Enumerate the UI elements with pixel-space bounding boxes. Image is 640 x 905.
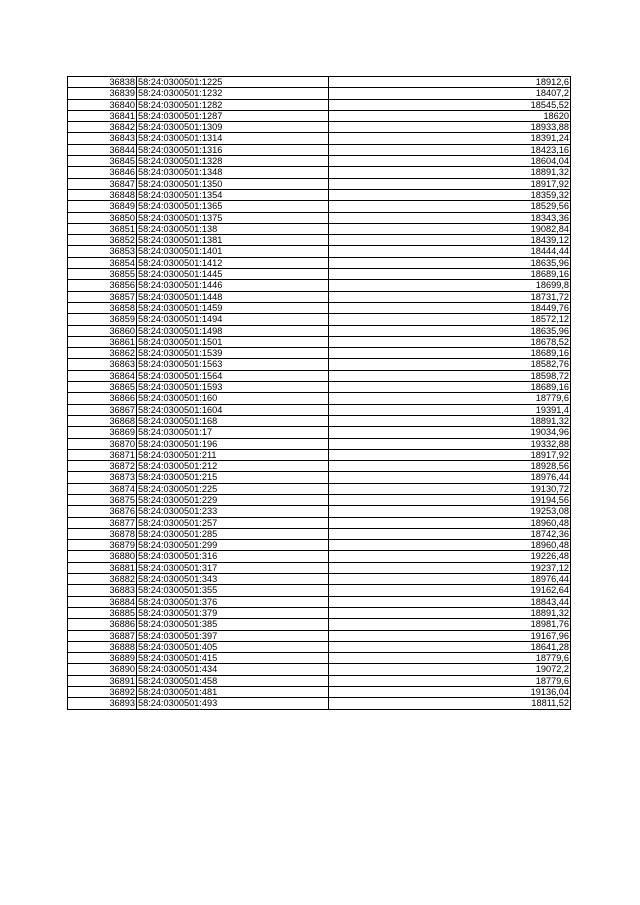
row-number-cell: 36876	[68, 506, 137, 517]
row-number-cell: 36851	[68, 223, 137, 234]
cadastral-number-cell: 58:24:0300501:1498	[137, 325, 329, 336]
table-row	[68, 370, 571, 381]
table-row	[68, 664, 571, 675]
value-cell: 19162,64	[329, 585, 571, 596]
row-number-cell: 36888	[68, 641, 137, 652]
table-row	[68, 359, 571, 370]
cadastral-number-cell: 58:24:0300501:229	[137, 494, 329, 505]
value-cell: 19136,04	[329, 687, 571, 698]
value-cell: 18981,76	[329, 619, 571, 630]
row-number-cell: 36860	[68, 325, 137, 336]
cadastral-number-cell: 58:24:0300501:211	[137, 449, 329, 460]
value-cell: 19237,12	[329, 562, 571, 573]
cadastral-number-cell: 58:24:0300501:317	[137, 562, 329, 573]
cadastral-number-cell: 58:24:0300501:168	[137, 415, 329, 426]
value-cell: 18449,76	[329, 302, 571, 313]
table-row	[68, 88, 571, 99]
cadastral-number-cell: 58:24:0300501:299	[137, 540, 329, 551]
table-row	[68, 291, 571, 302]
row-number-cell: 36879	[68, 540, 137, 551]
table-row	[68, 167, 571, 178]
value-cell: 18960,48	[329, 517, 571, 528]
row-number-cell: 36868	[68, 415, 137, 426]
cadastral-number-cell: 58:24:0300501:212	[137, 461, 329, 472]
row-number-cell: 36885	[68, 607, 137, 618]
cadastral-number-cell: 58:24:0300501:481	[137, 687, 329, 698]
table-row	[68, 517, 571, 528]
row-number-cell: 36842	[68, 122, 137, 133]
table-row	[68, 438, 571, 449]
value-cell: 18689,16	[329, 348, 571, 359]
value-cell: 18572,12	[329, 314, 571, 325]
table-row	[68, 483, 571, 494]
row-number-cell: 36877	[68, 517, 137, 528]
value-cell: 19194,56	[329, 494, 571, 505]
row-number-cell: 36841	[68, 110, 137, 121]
document-page	[67, 76, 571, 710]
table-row	[68, 302, 571, 313]
value-cell: 18620	[329, 110, 571, 121]
table-row	[68, 641, 571, 652]
value-cell: 19391,4	[329, 404, 571, 415]
cadastral-number-cell: 58:24:0300501:385	[137, 619, 329, 630]
value-cell: 18641,28	[329, 641, 571, 652]
row-number-cell: 36839	[68, 88, 137, 99]
row-number-cell: 36889	[68, 653, 137, 664]
table-row	[68, 472, 571, 483]
table-row	[68, 562, 571, 573]
cadastral-number-cell: 58:24:0300501:285	[137, 528, 329, 539]
value-cell: 18343,36	[329, 212, 571, 223]
row-number-cell: 36844	[68, 144, 137, 155]
cadastral-number-cell: 58:24:0300501:1314	[137, 133, 329, 144]
row-number-cell: 36891	[68, 675, 137, 686]
table-row	[68, 687, 571, 698]
value-cell: 19332,88	[329, 438, 571, 449]
table-row	[68, 630, 571, 641]
row-number-cell: 36857	[68, 291, 137, 302]
value-cell: 18891,32	[329, 415, 571, 426]
value-cell: 19082,84	[329, 223, 571, 234]
row-number-cell: 36892	[68, 687, 137, 698]
table-row	[68, 246, 571, 257]
table-row	[68, 77, 571, 88]
row-number-cell: 36856	[68, 280, 137, 291]
row-number-cell: 36866	[68, 393, 137, 404]
cadastral-number-cell: 58:24:0300501:405	[137, 641, 329, 652]
table-row	[68, 201, 571, 212]
cadastral-number-cell: 58:24:0300501:1494	[137, 314, 329, 325]
row-number-cell: 36883	[68, 585, 137, 596]
table-row	[68, 382, 571, 393]
table-row	[68, 653, 571, 664]
row-number-cell: 36884	[68, 596, 137, 607]
value-cell: 18843,44	[329, 596, 571, 607]
value-cell: 18779,6	[329, 653, 571, 664]
row-number-cell: 36840	[68, 99, 137, 110]
table-row	[68, 619, 571, 630]
value-cell: 18779,6	[329, 675, 571, 686]
value-cell: 18689,16	[329, 382, 571, 393]
table-row	[68, 235, 571, 246]
cadastral-number-cell: 58:24:0300501:1593	[137, 382, 329, 393]
cadastral-number-cell: 58:24:0300501:1282	[137, 99, 329, 110]
cadastral-number-cell: 58:24:0300501:355	[137, 585, 329, 596]
table-row	[68, 269, 571, 280]
value-cell: 19226,48	[329, 551, 571, 562]
cadastral-number-cell: 58:24:0300501:1354	[137, 189, 329, 200]
value-cell: 18891,32	[329, 607, 571, 618]
row-number-cell: 36864	[68, 370, 137, 381]
row-number-cell: 36893	[68, 698, 137, 709]
cadastral-number-cell: 58:24:0300501:434	[137, 664, 329, 675]
table-row	[68, 540, 571, 551]
value-cell: 18742,36	[329, 528, 571, 539]
row-number-cell: 36870	[68, 438, 137, 449]
cadastral-number-cell: 58:24:0300501:1348	[137, 167, 329, 178]
cadastral-number-cell: 58:24:0300501:493	[137, 698, 329, 709]
table-row	[68, 348, 571, 359]
table-row	[68, 212, 571, 223]
table-row	[68, 257, 571, 268]
cadastral-number-cell: 58:24:0300501:1604	[137, 404, 329, 415]
cadastral-number-cell: 58:24:0300501:1401	[137, 246, 329, 257]
cadastral-number-cell: 58:24:0300501:1445	[137, 269, 329, 280]
row-number-cell: 36858	[68, 302, 137, 313]
row-number-cell: 36847	[68, 178, 137, 189]
row-number-cell: 36838	[68, 77, 137, 88]
row-number-cell: 36869	[68, 427, 137, 438]
row-number-cell: 36872	[68, 461, 137, 472]
table-row	[68, 280, 571, 291]
value-cell: 18731,72	[329, 291, 571, 302]
row-number-cell: 36859	[68, 314, 137, 325]
table-row	[68, 528, 571, 539]
table-row	[68, 506, 571, 517]
value-cell: 18391,24	[329, 133, 571, 144]
cadastral-number-cell: 58:24:0300501:1309	[137, 122, 329, 133]
cadastral-number-cell: 58:24:0300501:1225	[137, 77, 329, 88]
value-cell: 18891,32	[329, 167, 571, 178]
row-number-cell: 36846	[68, 167, 137, 178]
value-cell: 19072,2	[329, 664, 571, 675]
table-row	[68, 99, 571, 110]
table-row	[68, 427, 571, 438]
value-cell: 18928,56	[329, 461, 571, 472]
cadastral-number-cell: 58:24:0300501:1287	[137, 110, 329, 121]
value-cell: 18976,44	[329, 574, 571, 585]
row-number-cell: 36861	[68, 336, 137, 347]
cadastral-number-cell: 58:24:0300501:397	[137, 630, 329, 641]
value-cell: 18917,92	[329, 178, 571, 189]
value-cell: 18779,6	[329, 393, 571, 404]
cadastral-number-cell: 58:24:0300501:1446	[137, 280, 329, 291]
cadastral-number-cell: 58:24:0300501:215	[137, 472, 329, 483]
value-cell: 19253,08	[329, 506, 571, 517]
cadastral-number-cell: 58:24:0300501:196	[137, 438, 329, 449]
table-row	[68, 325, 571, 336]
row-number-cell: 36871	[68, 449, 137, 460]
cadastral-number-cell: 58:24:0300501:17	[137, 427, 329, 438]
value-cell: 18423,16	[329, 144, 571, 155]
table-row	[68, 461, 571, 472]
value-cell: 19130,72	[329, 483, 571, 494]
cadastral-number-cell: 58:24:0300501:1381	[137, 235, 329, 246]
table-row	[68, 551, 571, 562]
value-cell: 18582,76	[329, 359, 571, 370]
table-row	[68, 449, 571, 460]
cadastral-number-cell: 58:24:0300501:1328	[137, 156, 329, 167]
value-cell: 19034,96	[329, 427, 571, 438]
row-number-cell: 36862	[68, 348, 137, 359]
row-number-cell: 36845	[68, 156, 137, 167]
cadastral-number-cell: 58:24:0300501:160	[137, 393, 329, 404]
row-number-cell: 36874	[68, 483, 137, 494]
value-cell: 18598,72	[329, 370, 571, 381]
cadastral-number-cell: 58:24:0300501:379	[137, 607, 329, 618]
table-row	[68, 675, 571, 686]
table-row	[68, 596, 571, 607]
cadastral-number-cell: 58:24:0300501:1375	[137, 212, 329, 223]
row-number-cell: 36854	[68, 257, 137, 268]
value-cell: 18359,32	[329, 189, 571, 200]
row-number-cell: 36875	[68, 494, 137, 505]
row-number-cell: 36852	[68, 235, 137, 246]
value-cell: 18960,48	[329, 540, 571, 551]
table-row	[68, 393, 571, 404]
cadastral-number-cell: 58:24:0300501:1448	[137, 291, 329, 302]
table-row	[68, 574, 571, 585]
value-cell: 18529,56	[329, 201, 571, 212]
row-number-cell: 36855	[68, 269, 137, 280]
value-cell: 18689,16	[329, 269, 571, 280]
table-row	[68, 698, 571, 709]
row-number-cell: 36873	[68, 472, 137, 483]
table-row	[68, 336, 571, 347]
row-number-cell: 36878	[68, 528, 137, 539]
table-row	[68, 404, 571, 415]
cadastral-number-cell: 58:24:0300501:225	[137, 483, 329, 494]
table-row	[68, 122, 571, 133]
row-number-cell: 36853	[68, 246, 137, 257]
value-cell: 18439,12	[329, 235, 571, 246]
row-number-cell: 36865	[68, 382, 137, 393]
row-number-cell: 36890	[68, 664, 137, 675]
row-number-cell: 36863	[68, 359, 137, 370]
row-number-cell: 36849	[68, 201, 137, 212]
cadastral-number-cell: 58:24:0300501:1365	[137, 201, 329, 212]
table-row	[68, 223, 571, 234]
table-row	[68, 156, 571, 167]
cadastral-number-cell: 58:24:0300501:1316	[137, 144, 329, 155]
table-row	[68, 415, 571, 426]
value-cell: 18917,92	[329, 449, 571, 460]
value-cell: 19167,96	[329, 630, 571, 641]
cadastral-number-cell: 58:24:0300501:1563	[137, 359, 329, 370]
row-number-cell: 36882	[68, 574, 137, 585]
row-number-cell: 36843	[68, 133, 137, 144]
cadastral-number-cell: 58:24:0300501:343	[137, 574, 329, 585]
table-body	[68, 77, 571, 710]
value-cell: 18912,6	[329, 77, 571, 88]
value-cell: 18976,44	[329, 472, 571, 483]
row-number-cell: 36867	[68, 404, 137, 415]
value-cell: 18635,96	[329, 325, 571, 336]
table-row	[68, 585, 571, 596]
row-number-cell: 36886	[68, 619, 137, 630]
value-cell: 18635,96	[329, 257, 571, 268]
cadastral-number-cell: 58:24:0300501:376	[137, 596, 329, 607]
table-row	[68, 178, 571, 189]
cadastral-number-cell: 58:24:0300501:138	[137, 223, 329, 234]
value-cell: 18545,52	[329, 99, 571, 110]
value-cell: 18811,52	[329, 698, 571, 709]
cadastral-number-cell: 58:24:0300501:1539	[137, 348, 329, 359]
row-number-cell: 36887	[68, 630, 137, 641]
cadastral-number-cell: 58:24:0300501:233	[137, 506, 329, 517]
row-number-cell: 36850	[68, 212, 137, 223]
value-cell: 18604,04	[329, 156, 571, 167]
value-cell: 18678,52	[329, 336, 571, 347]
table-row	[68, 314, 571, 325]
cadastral-value-table	[67, 76, 571, 710]
cadastral-number-cell: 58:24:0300501:1232	[137, 88, 329, 99]
row-number-cell: 36848	[68, 189, 137, 200]
value-cell: 18699,8	[329, 280, 571, 291]
cadastral-number-cell: 58:24:0300501:1350	[137, 178, 329, 189]
row-number-cell: 36881	[68, 562, 137, 573]
value-cell: 18933,88	[329, 122, 571, 133]
cadastral-number-cell: 58:24:0300501:458	[137, 675, 329, 686]
table-row	[68, 133, 571, 144]
table-row	[68, 110, 571, 121]
cadastral-number-cell: 58:24:0300501:1412	[137, 257, 329, 268]
cadastral-number-cell: 58:24:0300501:1501	[137, 336, 329, 347]
row-number-cell: 36880	[68, 551, 137, 562]
cadastral-number-cell: 58:24:0300501:415	[137, 653, 329, 664]
table-row	[68, 494, 571, 505]
table-row	[68, 144, 571, 155]
table-row	[68, 189, 571, 200]
cadastral-number-cell: 58:24:0300501:257	[137, 517, 329, 528]
value-cell: 18407,2	[329, 88, 571, 99]
value-cell: 18444,44	[329, 246, 571, 257]
cadastral-number-cell: 58:24:0300501:1564	[137, 370, 329, 381]
cadastral-number-cell: 58:24:0300501:1459	[137, 302, 329, 313]
table-row	[68, 607, 571, 618]
cadastral-number-cell: 58:24:0300501:316	[137, 551, 329, 562]
